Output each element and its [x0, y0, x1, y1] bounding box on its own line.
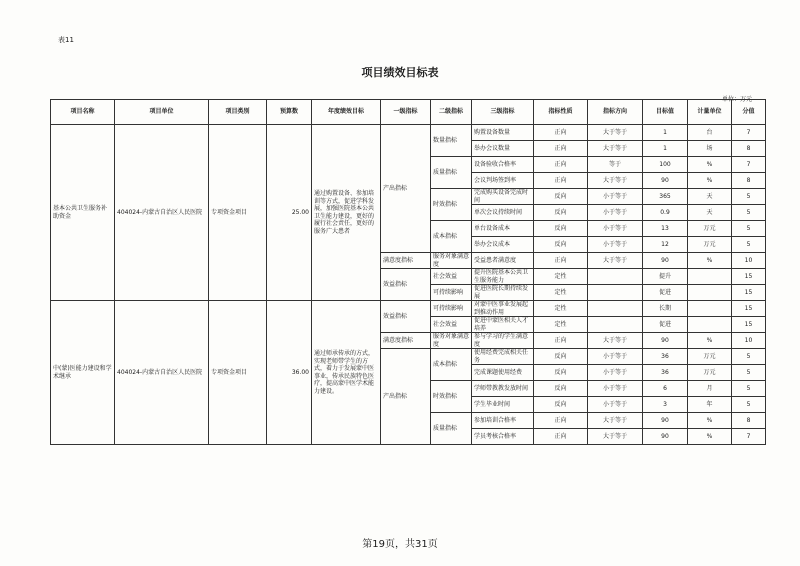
l3-indicator: 促进中蒙医相关人才培养: [472, 317, 534, 333]
measure-unit: 年: [688, 397, 732, 413]
indicator-direction: 大于等于: [588, 429, 643, 445]
score: 5: [732, 381, 766, 397]
col-header: 指标性质: [534, 100, 588, 125]
project-category: 专项资金项目: [209, 301, 267, 445]
indicator-nature: 正向: [534, 429, 588, 445]
project-goal: 通过购置设备、参加培训等方式，促进学科发展，加强医院基本公共卫生能力建设，更好的履行社会责任，更好的服务广大患者: [312, 125, 381, 301]
measure-unit: %: [688, 413, 732, 429]
indicator-direction: 小于等于: [588, 365, 643, 381]
l3-indicator: 举办会议数量: [472, 141, 534, 157]
measure-unit: [688, 317, 732, 333]
score: 5: [732, 221, 766, 237]
l3-indicator: 受益患者满意度: [472, 253, 534, 269]
l3-indicator: 举办会议成本: [472, 237, 534, 253]
col-header: 目标值: [643, 100, 688, 125]
l2-indicator: 时效指标: [431, 189, 472, 221]
l2-indicator: 可持续影响: [431, 285, 472, 301]
measure-unit: 月: [688, 381, 732, 397]
measure-unit: 台: [688, 125, 732, 141]
l2-indicator: 服务对象满意度: [431, 253, 472, 269]
indicator-nature: 正向: [534, 173, 588, 189]
target-value: 90: [643, 429, 688, 445]
score: 15: [732, 269, 766, 285]
project-unit: 404024-内蒙古自治区人民医院: [115, 125, 209, 301]
measure-unit: 万元: [688, 221, 732, 237]
indicator-nature: 正向: [534, 157, 588, 173]
l3-indicator: 参与学习的学生满意度: [472, 333, 534, 349]
project-name: 基本公共卫生服务补助资金: [51, 125, 115, 301]
measure-unit: 场: [688, 141, 732, 157]
indicator-nature: 定性: [534, 317, 588, 333]
target-value: 6: [643, 381, 688, 397]
l3-indicator: 促进医院长期持续发展: [472, 285, 534, 301]
indicator-nature: 定性: [534, 269, 588, 285]
measure-unit: [688, 301, 732, 317]
l1-indicator: 产出指标: [381, 349, 431, 445]
indicator-nature: 反向: [534, 365, 588, 381]
indicator-direction: 小于等于: [588, 349, 643, 365]
project-category: 专项资金项目: [209, 125, 267, 301]
indicator-direction: 小于等于: [588, 237, 643, 253]
col-header: 三级指标: [472, 100, 534, 125]
measure-unit: 万元: [688, 349, 732, 365]
indicator-direction: 大于等于: [588, 173, 643, 189]
indicator-nature: 反向: [534, 349, 588, 365]
score: 10: [732, 333, 766, 349]
measure-unit: 万元: [688, 365, 732, 381]
project-goal: 通过师承传承的方式，实现老师带学生的方式，着力于发展蒙中医事业，传承民族特色医疗，提高蒙中医学术能力建设。: [312, 301, 381, 445]
indicator-direction: 大于等于: [588, 413, 643, 429]
l1-indicator: 满意度指标: [381, 333, 431, 349]
col-header: 分值: [732, 100, 766, 125]
indicator-nature: 定性: [534, 301, 588, 317]
measure-unit: %: [688, 333, 732, 349]
l3-indicator: 完成课题使用经费: [472, 365, 534, 381]
l3-indicator: 会议判场签到率: [472, 173, 534, 189]
score: 8: [732, 413, 766, 429]
indicator-direction: 小于等于: [588, 189, 643, 205]
target-value: 13: [643, 221, 688, 237]
indicator-direction: 大于等于: [588, 141, 643, 157]
l3-indicator: 学生毕业时间: [472, 397, 534, 413]
target-value: 0.9: [643, 205, 688, 221]
indicator-direction: 大于等于: [588, 253, 643, 269]
indicator-direction: 大于等于: [588, 125, 643, 141]
indicator-direction: 等于: [588, 157, 643, 173]
table-row: [51, 301, 766, 317]
l2-indicator: 成本指标: [431, 349, 472, 381]
score: 5: [732, 205, 766, 221]
measure-unit: %: [688, 173, 732, 189]
target-value: 365: [643, 189, 688, 205]
l3-indicator: 学师带教教发放时间: [472, 381, 534, 397]
l3-indicator: 设备验收合格率: [472, 157, 534, 173]
target-value: 1: [643, 141, 688, 157]
indicator-nature: 正向: [534, 253, 588, 269]
target-value: 90: [643, 413, 688, 429]
l2-indicator: 质量指标: [431, 413, 472, 445]
target-value: 36: [643, 349, 688, 365]
score: 15: [732, 285, 766, 301]
measure-unit: %: [688, 157, 732, 173]
measure-unit: 天: [688, 189, 732, 205]
indicator-direction: [588, 285, 643, 301]
col-header: 预算数: [267, 100, 312, 125]
measure-unit: 天: [688, 205, 732, 221]
target-value: 100: [643, 157, 688, 173]
indicator-direction: 小于等于: [588, 221, 643, 237]
indicator-direction: 大于等于: [588, 333, 643, 349]
unit-label: 单位：万元: [721, 96, 752, 103]
measure-unit: [688, 285, 732, 301]
l3-indicator: 对蒙中医事业发展起到推动作用: [472, 301, 534, 317]
score: 15: [732, 301, 766, 317]
col-header: 项目单位: [115, 100, 209, 125]
score: 5: [732, 349, 766, 365]
l2-indicator: 服务对象满意度: [431, 333, 472, 349]
target-value: 90: [643, 333, 688, 349]
col-header: 指标方向: [588, 100, 643, 125]
indicator-nature: 反向: [534, 189, 588, 205]
indicator-nature: 正向: [534, 125, 588, 141]
project-name: 中(蒙)医能力建设和学术继承: [51, 301, 115, 445]
target-value: 3: [643, 397, 688, 413]
col-header: 项目名称: [51, 100, 115, 125]
col-header: 二级指标: [431, 100, 472, 125]
score: 10: [732, 253, 766, 269]
indicator-direction: 小于等于: [588, 397, 643, 413]
score: 8: [732, 141, 766, 157]
indicator-direction: [588, 301, 643, 317]
page-number: 第19页，共31页: [362, 539, 438, 550]
indicator-nature: 反向: [534, 221, 588, 237]
l2-indicator: 时效指标: [431, 381, 472, 413]
indicator-direction: 小于等于: [588, 381, 643, 397]
score: 5: [732, 237, 766, 253]
target-value: 36: [643, 365, 688, 381]
l2-indicator: 成本指标: [431, 221, 472, 253]
header-row: [51, 100, 766, 125]
indicator-nature: 反向: [534, 397, 588, 413]
indicator-nature: 正向: [534, 413, 588, 429]
score: 8: [732, 173, 766, 189]
l3-indicator: 单台设备成本: [472, 221, 534, 237]
target-value: 长期: [643, 301, 688, 317]
project-unit: 404024-内蒙古自治区人民医院: [115, 301, 209, 445]
col-header: 年度绩效目标: [312, 100, 381, 125]
indicator-direction: [588, 317, 643, 333]
indicator-nature: 反向: [534, 381, 588, 397]
l3-indicator: 参加培训合格率: [472, 413, 534, 429]
l3-indicator: 单次会议持续时间: [472, 205, 534, 221]
l2-indicator: 数量指标: [431, 125, 472, 157]
indicator-nature: 正向: [534, 333, 588, 349]
table-number: 表11: [58, 36, 74, 44]
col-header: 项目类别: [209, 100, 267, 125]
l2-indicator: 质量指标: [431, 157, 472, 189]
measure-unit: 万元: [688, 237, 732, 253]
score: 7: [732, 125, 766, 141]
l2-indicator: 可持续影响: [431, 301, 472, 317]
l2-indicator: 社会效益: [431, 269, 472, 285]
project-budget: 25.00: [267, 125, 312, 301]
indicator-nature: 定性: [534, 285, 588, 301]
target-value: 促进: [643, 285, 688, 301]
score: 7: [732, 157, 766, 173]
measure-unit: [688, 269, 732, 285]
l1-indicator: 效益指标: [381, 301, 431, 333]
table-row: [51, 125, 766, 141]
indicator-nature: 反向: [534, 205, 588, 221]
score: 5: [732, 397, 766, 413]
score: 5: [732, 189, 766, 205]
l3-indicator: 提升医院基本公共卫生服务能力: [472, 269, 534, 285]
l1-indicator: 产出指标: [381, 125, 431, 253]
indicator-nature: 反向: [534, 237, 588, 253]
indicator-direction: 小于等于: [588, 205, 643, 221]
l3-indicator: 购置设备数量: [472, 125, 534, 141]
project-budget: 36.00: [267, 301, 312, 445]
score: 15: [732, 317, 766, 333]
target-value: 促进: [643, 317, 688, 333]
target-value: 提升: [643, 269, 688, 285]
target-value: 90: [643, 253, 688, 269]
target-value: 12: [643, 237, 688, 253]
indicator-nature: 正向: [534, 141, 588, 157]
target-value: 90: [643, 173, 688, 189]
col-header: 计量单位: [688, 100, 732, 125]
target-value: 1: [643, 125, 688, 141]
indicator-direction: [588, 269, 643, 285]
l3-indicator: 完成购买设备完成时间: [472, 189, 534, 205]
score: 5: [732, 365, 766, 381]
l2-indicator: 社会效益: [431, 317, 472, 333]
score: 7: [732, 429, 766, 445]
col-header: 一级指标: [381, 100, 431, 125]
l3-indicator: 学员考核合格率: [472, 429, 534, 445]
measure-unit: %: [688, 429, 732, 445]
l1-indicator: 效益指标: [381, 269, 431, 301]
measure-unit: %: [688, 253, 732, 269]
performance-table: [50, 99, 766, 445]
l1-indicator: 满意度指标: [381, 253, 431, 269]
page-title: 项目绩效目标表: [361, 66, 439, 79]
l3-indicator: 使用经费完成相关任务: [472, 349, 534, 365]
